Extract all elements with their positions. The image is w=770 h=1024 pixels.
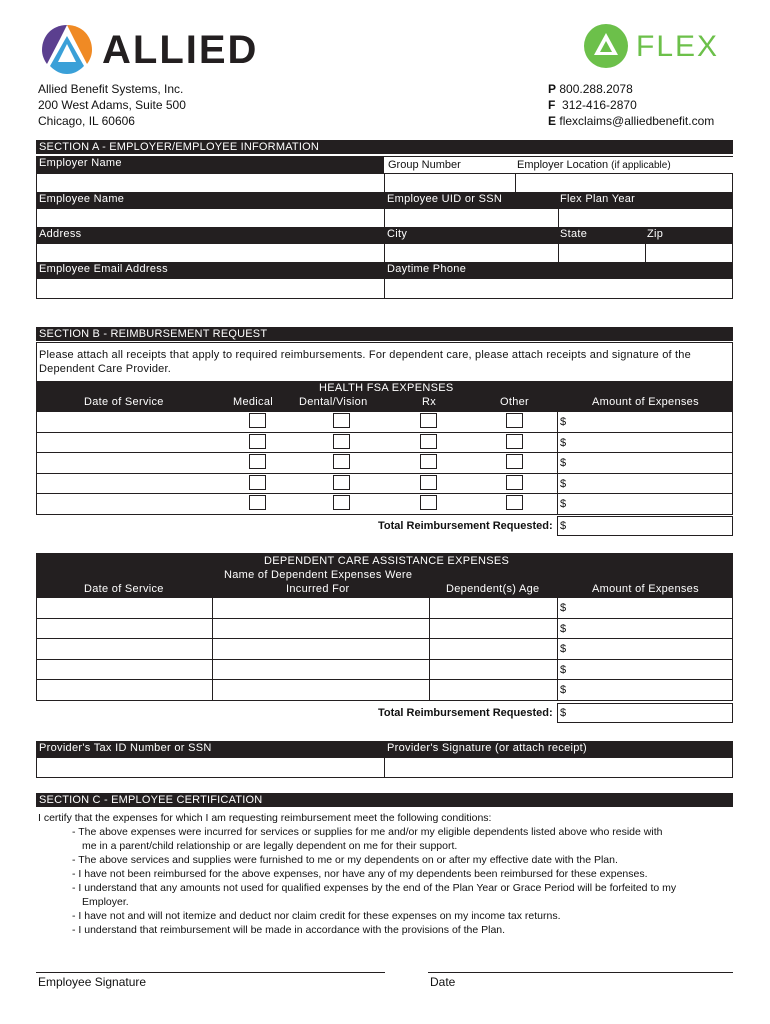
fsa-dental-checkbox[interactable] [333,454,350,469]
employer-name-field[interactable] [36,173,385,193]
fsa-dental-checkbox[interactable] [333,413,350,428]
zip-label: Zip [647,228,664,240]
employer-location-note: (if applicable) [611,160,671,171]
employer-name-input[interactable] [37,175,384,193]
fsa-medical-checkbox[interactable] [249,413,266,428]
address-label: Address [39,228,82,240]
flex-logo [582,22,732,72]
contact-fax [548,98,637,112]
dc-title: DEPENDENT CARE ASSISTANCE EXPENSES [264,555,510,567]
fsa-medical-checkbox[interactable] [249,495,266,510]
fsa-rx-checkbox[interactable] [420,454,437,469]
date-label: Date [430,975,456,989]
fsa-date-field[interactable] [36,432,213,454]
fsa-dollar-sign: $ [560,437,567,449]
state-input[interactable] [559,245,645,263]
employee-email-input[interactable] [37,280,384,299]
dc-total-dollar: $ [560,707,567,719]
flex-logo-text: FLEX [636,30,720,63]
fsa-other-checkbox[interactable] [506,413,523,428]
dc-amount-field[interactable] [557,597,733,619]
allied-logo [38,22,268,78]
allied-logo-icon [38,22,96,76]
fsa-amount-field[interactable] [557,432,733,454]
employer-location-label [517,159,671,171]
fsa-rx-checkbox[interactable] [420,495,437,510]
fsa-date-field[interactable] [36,493,213,515]
employee-name-label: Employee Name [39,193,125,205]
fsa-rx-checkbox[interactable] [420,434,437,449]
certification-intro: I certify that the expenses for which I am requesting reimbursement meet the following conditions: [38,812,492,824]
company-name: Allied Benefit Systems, Inc. [38,82,184,96]
fsa-date-field[interactable] [36,452,213,474]
employee-uid-field[interactable] [384,208,559,228]
email-label: E [548,114,557,128]
dc-total-label: Total Reimbursement Requested: [378,707,553,719]
provider-signature-field[interactable] [384,757,733,778]
provider-header [36,741,733,757]
fsa-amount-field[interactable] [557,452,733,474]
fsa-rx-checkbox[interactable] [420,475,437,490]
zip-field[interactable] [645,243,733,263]
certification-line: Employer. [82,896,129,908]
date-line[interactable] [428,972,733,973]
dc-amount-field[interactable] [557,679,733,701]
city-label: City [387,228,408,240]
fsa-col-dental: Dental/Vision [299,396,368,408]
employer-name-label: Employer Name [39,157,122,169]
email-value[interactable]: flexclaims@alliedbenefit.com [559,114,715,128]
company-city: Chicago, IL 60606 [38,114,135,128]
fsa-amount-field[interactable] [557,473,733,495]
employer-location-text: Employer Location [517,159,609,171]
section-a-row2-header [36,192,733,208]
dc-age-field[interactable] [429,679,558,701]
contact-email [548,114,714,128]
dc-date-field[interactable] [36,638,213,660]
section-b-title: SECTION B - REIMBURSEMENT REQUEST [36,327,733,341]
dc-date-field[interactable] [36,618,213,640]
provider-tax-id-label: Provider's Tax ID Number or SSN [39,742,212,754]
group-number-field[interactable] [384,173,516,193]
flex-plan-year-input[interactable] [559,210,732,228]
section-a-title: SECTION A - EMPLOYER/EMPLOYEE INFORMATION [36,140,733,154]
flex-plan-year-field[interactable] [558,208,733,228]
address-field[interactable] [36,243,385,263]
dc-age-field[interactable] [429,597,558,619]
dc-total-field[interactable] [557,703,733,723]
certification-line: - I understand that any amounts not used for qualified expenses by the end of the Plan Year or Grace Period will be forfeited to my [72,882,677,894]
fsa-other-checkbox[interactable] [506,495,523,510]
fsa-amount-field[interactable] [557,493,733,515]
fsa-total-dollar: $ [560,520,567,532]
provider-signature-label: Provider's Signature (or attach receipt) [387,742,587,754]
fsa-medical-checkbox[interactable] [249,454,266,469]
dc-date-field[interactable] [36,659,213,681]
dc-amount-field[interactable] [557,659,733,681]
dc-name-field[interactable] [212,638,430,660]
employee-name-input[interactable] [37,210,384,228]
section-a-row3-header [36,227,733,243]
contact-phone [548,82,633,96]
dc-name-line1: Name of Dependent Expenses Were [224,569,413,581]
fax-value: 312-416-2870 [562,98,637,112]
group-number-input[interactable] [385,175,515,193]
fsa-header [36,381,733,411]
section-a-row4-header [36,262,733,278]
daytime-phone-field[interactable] [384,278,733,299]
provider-signature-input[interactable] [385,759,732,778]
fsa-medical-checkbox[interactable] [249,475,266,490]
fsa-dental-checkbox[interactable] [333,475,350,490]
fsa-dental-checkbox[interactable] [333,495,350,510]
section-c-title: SECTION C - EMPLOYEE CERTIFICATION [36,793,733,807]
certification-line: - The above expenses were incurred for services or supplies for me and/or my eligible dependents listed above who reside with [72,826,663,838]
phone-value: 800.288.2078 [559,82,633,96]
provider-tax-id-field[interactable] [36,757,385,778]
fsa-other-checkbox[interactable] [506,434,523,449]
dc-name-field[interactable] [212,679,430,701]
employee-signature-label: Employee Signature [38,975,147,989]
fsa-date-field[interactable] [36,411,213,433]
employee-uid-input[interactable] [385,210,558,228]
dc-name-line2: Incurred For [286,583,350,595]
state-label: State [560,228,588,240]
certification-line: - I understand that reimbursement will be made in accordance with the provisions of the Plan. [72,924,506,936]
dc-age-field[interactable] [429,659,558,681]
fsa-title: HEALTH FSA EXPENSES [319,382,454,394]
fsa-col-rx: Rx [422,396,437,408]
company-street: 200 West Adams, Suite 500 [38,98,186,112]
fsa-col-medical: Medical [233,396,274,408]
fsa-dollar-sign: $ [560,416,567,428]
zip-input[interactable] [646,245,732,263]
fsa-col-amount: Amount of Expenses [592,396,699,408]
certification-line: - The above services and supplies were furnished to me or my dependents on or after my effective date with the Plan. [72,854,618,866]
employer-location-field[interactable] [515,173,733,193]
employee-email-label: Employee Email Address [39,263,168,275]
city-input[interactable] [385,245,558,263]
certification-line: - I have not and will not itemize and deduct nor claim credit for these expenses on my income tax returns. [72,910,561,922]
fsa-medical-checkbox[interactable] [249,434,266,449]
fsa-other-checkbox[interactable] [506,475,523,490]
fsa-rx-checkbox[interactable] [420,413,437,428]
fsa-dollar-sign: $ [560,498,567,510]
fsa-dollar-sign: $ [560,478,567,490]
dc-name-field[interactable] [212,659,430,681]
provider-tax-id-input[interactable] [37,759,384,778]
employee-uid-label: Employee UID or SSN [387,193,503,205]
city-field[interactable] [384,243,559,263]
dc-header [36,553,733,597]
dc-col-date: Date of Service [84,583,164,595]
dc-dollar-sign: $ [560,684,567,696]
fsa-col-other: Other [500,396,530,408]
flex-plan-year-label: Flex Plan Year [560,193,636,205]
dc-amount-field[interactable] [557,618,733,640]
dc-age-field[interactable] [429,638,558,660]
daytime-phone-label: Daytime Phone [387,263,467,275]
dc-dollar-sign: $ [560,623,567,635]
daytime-phone-input[interactable] [385,280,732,299]
employee-email-field[interactable] [36,278,385,299]
state-field[interactable] [558,243,646,263]
fsa-amount-field[interactable] [557,411,733,433]
dc-date-field[interactable] [36,597,213,619]
group-number-label: Group Number [388,159,461,171]
fsa-col-date: Date of Service [84,396,164,408]
dc-name-field[interactable] [212,597,430,619]
phone-label: P [548,82,557,96]
dc-col-age: Dependent(s) Age [446,583,540,595]
certification-line: me in a parent/child relationship or are legally dependent on me for their support. [82,840,458,852]
dc-amount-field[interactable] [557,638,733,660]
dc-age-field[interactable] [429,618,558,640]
fsa-dental-checkbox[interactable] [333,434,350,449]
fsa-date-field[interactable] [36,473,213,495]
employer-location-input[interactable] [516,175,732,193]
employee-name-field[interactable] [36,208,385,228]
section-b-instructions: Please attach all receipts that apply to required reimbursements. For dependent care, please attach receipts and signature of the Dependent Care Provider. [39,349,691,375]
address-input[interactable] [37,245,384,263]
dc-dollar-sign: $ [560,664,567,676]
certification-line: - I have not been reimbursed for the above expenses, nor have any of my dependents been reimbursed for these expenses. [72,868,648,880]
fsa-total-label: Total Reimbursement Requested: [378,520,553,532]
dc-name-field[interactable] [212,618,430,640]
dc-dollar-sign: $ [560,643,567,655]
allied-logo-text: ALLIED [102,28,259,72]
dc-date-field[interactable] [36,679,213,701]
dc-col-amount: Amount of Expenses [592,583,699,595]
fsa-other-checkbox[interactable] [506,454,523,469]
flex-logo-icon [582,22,630,70]
fsa-dollar-sign: $ [560,457,567,469]
fsa-total-field[interactable] [557,516,733,536]
employee-signature-line[interactable] [36,972,385,973]
dc-dollar-sign: $ [560,602,567,614]
fax-label: F [548,98,556,112]
